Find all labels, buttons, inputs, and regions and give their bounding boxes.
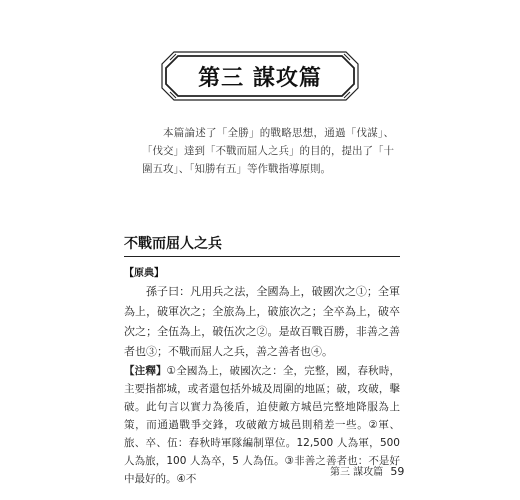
- original-text: 孫子曰：凡用兵之法，全國為上，破國次之①；全軍為上，破軍次之；全旅為上，破旅次之；全卒為上，破卒次之；全伍為上，破伍次之②。是故百戰百勝，非善之善者也③；不戰而屈人之兵，善之善者也④。: [124, 285, 400, 358]
- annotation-text: ①全國為上，破國次之：全，完整，國，春秋時，主要指都城，或者還包括外城及周圍的地區；破，攻破，擊破。此句言以實力為後盾，迫使敵方城邑完整地降服為上策，而通過戰爭交鋒，攻破敵方城邑則稍差一些。②軍、旅、卒、伍：春秋時軍隊編制單位。12,500 人為軍，500 人為旅，100 人為卒，5 人為伍。③非善之善者也：不是好中最好的。④不: [124, 365, 400, 485]
- annotation-tag: 【注釋】: [124, 365, 167, 377]
- running-head: 第三 謀攻篇: [330, 467, 384, 478]
- section-divider: [124, 256, 400, 257]
- chapter-intro: 本篇論述了「全勝」的戰略思想，通過「伐謀」、「伐交」達到「不戰而屈人之兵」的目的，提出了「十圍五攻」、「知勝有五」等作戰指導原則。: [142, 127, 394, 175]
- page-number: 59: [390, 465, 405, 478]
- chapter-title-banner: [160, 50, 360, 102]
- page-footer: [330, 463, 404, 478]
- chapter-title: 第三 謀攻篇: [198, 64, 322, 91]
- section-heading: 不戰而屈人之兵: [124, 236, 222, 252]
- original-text-tag: 【原典】: [124, 268, 164, 279]
